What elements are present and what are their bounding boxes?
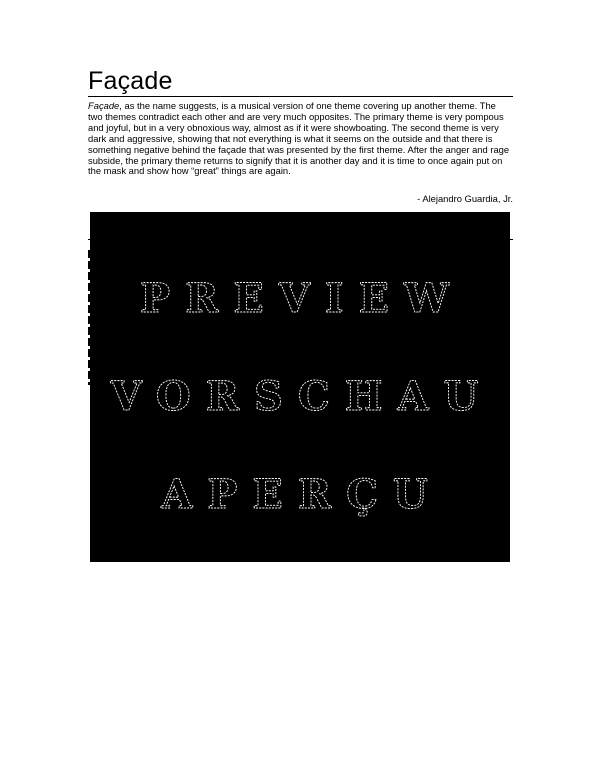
intro-paragraph	[88, 101, 513, 177]
page-title: Façade	[88, 67, 173, 95]
watermark-line-vorschau: VORSCHAU	[110, 373, 494, 420]
watermark-line-apercu: APERÇU	[161, 471, 443, 518]
attribution: - Alejandro Guardia, Jr.	[417, 193, 513, 204]
title-divider	[88, 96, 513, 97]
watermark-line-preview: PREVIEW	[140, 275, 464, 322]
intro-lead-italic: Façade	[88, 100, 120, 111]
preview-watermark-graphic	[90, 212, 510, 562]
intro-body: , as the name suggests, is a musical version of one theme covering up another theme. The two themes contradict each other and are very much opposites. The primary theme is very pompous and joyful, but in a very obnoxious way, almost as if it were showboating. The second theme is very dark and aggressive, showing that not everything is what it seems on the outside and that there is something negative behind the façade that was presented by the first theme. After the anger and rage subside, the primary theme returns to signify that it is another day and it is time to once again put on the mask and show how “great” things are again.	[88, 100, 510, 177]
preview-watermark-overlay	[90, 212, 510, 562]
